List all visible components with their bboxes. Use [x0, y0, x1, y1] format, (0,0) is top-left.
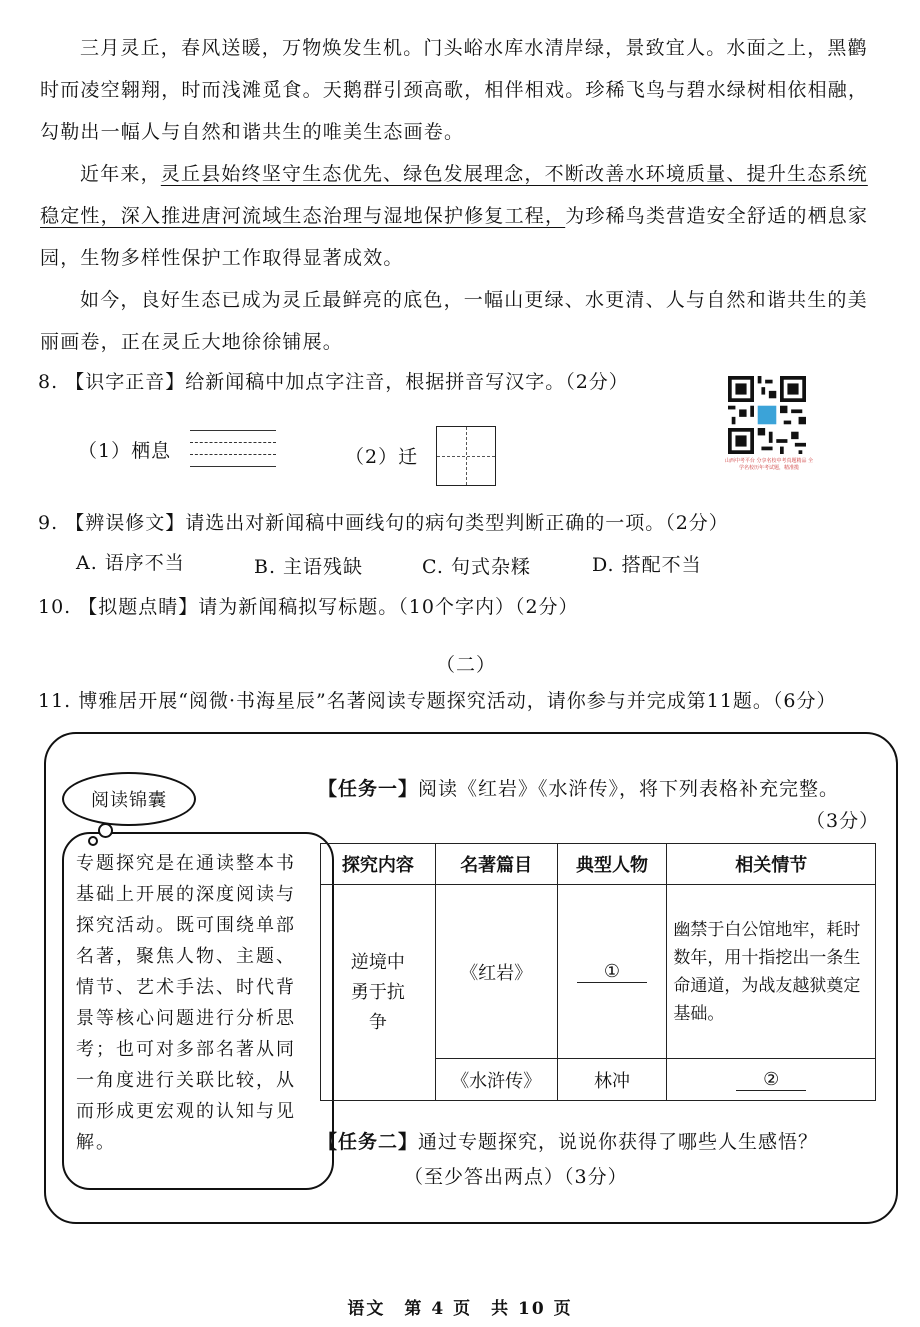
- bubble-dot-small: [88, 836, 98, 846]
- pinyin-line-bottom: [190, 466, 276, 467]
- tips-body: 专题探究是在通读整本书基础上开展的深度阅读与探究活动。既可围绕单部名著，聚焦人物、主题、情节、艺术手法、时代背景等核心问题进行分析思考；也可对多部名著从同一角度进行关联比较，从而形成更宏观的认知与见解。: [76, 853, 296, 1153]
- table-header: 探究内容: [321, 844, 436, 885]
- task-1-text: 阅读《红岩》《水浒传》，将下列表格补充完整。: [418, 778, 840, 800]
- task-2-text: 通过专题探究，说说你获得了哪些人生感悟？: [418, 1131, 819, 1153]
- qr-caption: 山西中考平台 分享名校中考真题精品 全学名校历年考试题，精准揽: [724, 458, 814, 471]
- table-header: 相关情节: [667, 844, 876, 885]
- underlined-sentence: 灵丘县始终坚守生态优先、绿色发展理念，不断改善水环境质量、提升生态系统稳定性，深入推进唐河流域生态治理与湿地保护修复工程，: [40, 163, 868, 227]
- person-cell[interactable]: [557, 885, 667, 1059]
- character-writing-grid[interactable]: [436, 426, 496, 486]
- task-1: [318, 774, 839, 801]
- blank-2[interactable]: ②: [736, 1069, 806, 1091]
- plot-cell[interactable]: [667, 1059, 876, 1101]
- pinyin-line-3[interactable]: [190, 454, 276, 456]
- option-a[interactable]: A. 语序不当: [76, 552, 185, 574]
- question-11: [38, 686, 837, 713]
- section-heading: （二）: [436, 654, 497, 676]
- task-1-label: 【任务一】: [318, 778, 419, 800]
- book-cell: 《水浒传》: [435, 1059, 557, 1101]
- table-row: [321, 885, 876, 1059]
- pinyin-line-top: [190, 430, 276, 431]
- task-2-label: 【任务二】: [318, 1131, 419, 1153]
- q8-item-1: （1）栖息: [78, 440, 172, 462]
- question-8: [38, 367, 629, 394]
- option-b[interactable]: B. 主语残缺: [254, 556, 364, 578]
- question-11-text: 博雅居开展“阅微·书海星辰”名著阅读专题探究活动，请你参与并完成第11题。（6分）: [78, 690, 837, 712]
- article-paragraph-2-lead: 近年来，: [80, 163, 161, 185]
- article-paragraph-1: 三月灵丘，春风送暖，万物焕发生机。门头峪水库水清岸绿，景致宜人。水面之上，黑鹳时而凌空翱翔，时而浅滩觅食。天鹅群引颈高歌，相伴相戏。珍稀飞鸟与碧水绿树相依相融，勾勒出一幅人与自然和谐共生的唯美生态画卷。: [40, 37, 869, 143]
- page-footer: 语文 第 4 页 共 10 页: [347, 1299, 573, 1319]
- question-10-number: 10.: [38, 596, 72, 618]
- article-paragraph-2-tail: 为珍稀鸟类营造安全舒适的栖息家园，生物多样性保护工作取得显著成效。: [40, 205, 869, 269]
- option-c[interactable]: C. 句式杂糅: [422, 556, 531, 578]
- task-1-score: （3分）: [806, 810, 880, 832]
- question-10-text: 【拟题点睛】请为新闻稿拟写标题。（10个字内）（2分）: [78, 596, 579, 618]
- blank-1[interactable]: ①: [577, 961, 647, 983]
- question-9-number: 9.: [38, 512, 59, 534]
- tips-title: 阅读锦囊: [62, 772, 196, 826]
- question-8-number: 8.: [38, 371, 59, 393]
- task-2-sub: （至少答出两点）（3分）: [404, 1166, 628, 1188]
- table-header: 典型人物: [557, 844, 667, 885]
- topic-cell: 逆境中勇于抗争: [321, 885, 436, 1101]
- pinyin-line-2[interactable]: [190, 442, 276, 444]
- option-d[interactable]: D. 搭配不当: [592, 554, 702, 576]
- book-cell: 《红岩》: [435, 885, 557, 1059]
- plot-cell: 幽禁于白公馆地牢，耗时数年，用十指挖出一条生命通道，为战友越狱奠定基础。: [667, 885, 876, 1059]
- question-10: [38, 592, 579, 619]
- article-paragraph-2: [40, 153, 870, 279]
- task-2: [318, 1127, 818, 1154]
- bubble-dot-large: [98, 823, 113, 838]
- q8-item-2: （2）迁: [345, 446, 419, 468]
- question-8-text: 【识字正音】给新闻稿中加点字注音，根据拼音写汉字。（2分）: [65, 371, 629, 393]
- article-paragraph-3: 如今，良好生态已成为灵丘最鲜亮的底色，一幅山更绿、水更清、人与自然和谐共生的美丽画卷，正在灵丘大地徐徐铺展。: [40, 289, 868, 353]
- person-cell: 林冲: [557, 1059, 667, 1101]
- table-header: 名著篇目: [435, 844, 557, 885]
- question-9-text: 【辨误修文】请选出对新闻稿中画线句的病句类型判断正确的一项。（2分）: [65, 512, 729, 534]
- qr-code-icon: [728, 376, 806, 454]
- question-11-number: 11.: [38, 690, 72, 712]
- reading-table: [320, 843, 876, 1101]
- table-header-row: [321, 844, 876, 885]
- question-9: [38, 508, 729, 535]
